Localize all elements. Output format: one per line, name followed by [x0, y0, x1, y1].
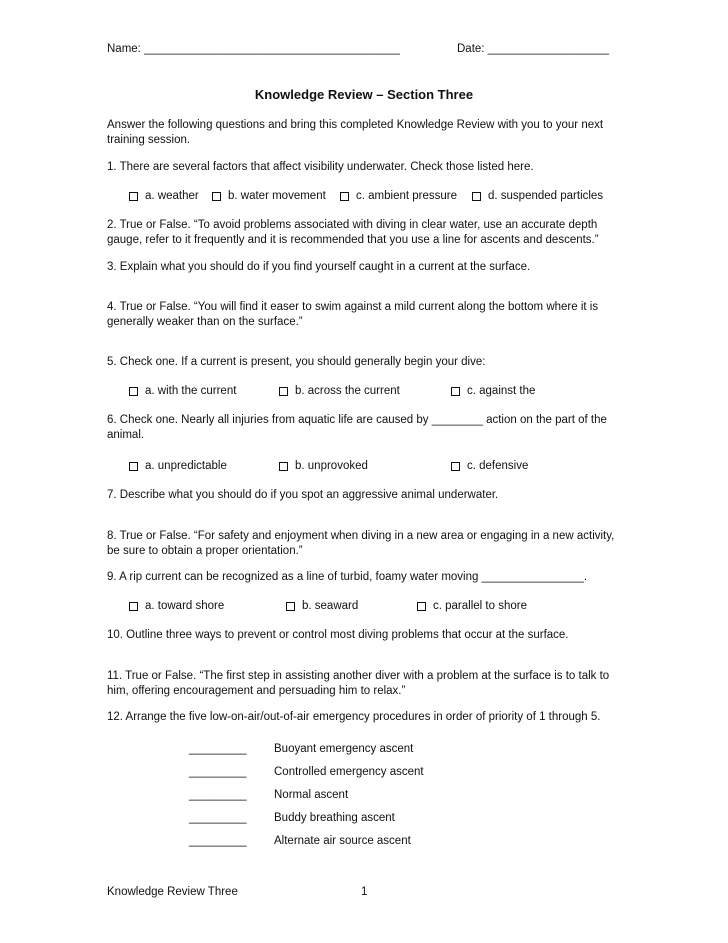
rank-item-2: Controlled emergency ascent — [274, 766, 424, 778]
date-field[interactable]: Date: ___________________ — [457, 43, 610, 55]
checkbox[interactable] — [286, 602, 295, 611]
checkbox[interactable] — [129, 387, 138, 396]
checkbox[interactable] — [279, 462, 288, 471]
rank-item-1: Buoyant emergency ascent — [274, 743, 414, 755]
rank-blank-4[interactable]: _________ — [189, 812, 247, 824]
question-1: 1. There are several factors that affect visibility underwater. Check those listed here. — [107, 161, 534, 173]
question-6: 6. Check one. Nearly all injuries from aquatic life are caused by ________ action on the part of the animal. — [107, 414, 607, 441]
checkbox[interactable] — [129, 462, 138, 471]
checkbox[interactable] — [451, 462, 460, 471]
intro-text: Answer the following questions and bring this completed Knowledge Review with you to your next training session. — [107, 119, 604, 146]
q5-option-a[interactable]: a. with the current — [129, 385, 236, 397]
rank-blank-5[interactable]: _________ — [189, 835, 247, 847]
footer-title: Knowledge Review Three — [107, 886, 238, 898]
question-5: 5. Check one. If a current is present, you should generally begin your dive: — [107, 356, 486, 368]
question-11: 11. True or False. “The first step in assisting another diver with a problem at the surface is to talk to him, offering encouragement and persuading him to relax.” — [107, 670, 610, 697]
q1-option-c[interactable]: c. ambient pressure — [340, 190, 457, 202]
name-field[interactable]: Name: ________________________________________ — [107, 43, 400, 55]
q1-option-b[interactable]: b. water movement — [212, 190, 326, 202]
q9-option-b[interactable]: b. seaward — [286, 600, 358, 612]
checkbox[interactable] — [212, 192, 221, 201]
checkbox[interactable] — [129, 192, 138, 201]
question-7: 7. Describe what you should do if you spot an aggressive animal underwater. — [107, 489, 499, 501]
question-12: 12. Arrange the five low-on-air/out-of-air emergency procedures in order of priority of 1 through 5. — [107, 711, 601, 723]
rank-blank-1[interactable]: _________ — [189, 743, 247, 755]
q6-option-c[interactable]: c. defensive — [451, 460, 528, 472]
checkbox[interactable] — [472, 192, 481, 201]
question-9: 9. A rip current can be recognized as a line of turbid, foamy water moving ________________. — [107, 571, 588, 583]
rank-item-3: Normal ascent — [274, 789, 349, 801]
checkbox[interactable] — [451, 387, 460, 396]
q5-option-c[interactable]: c. against the — [451, 385, 535, 397]
q1-option-a[interactable]: a. weather — [129, 190, 199, 202]
page-number: 1 — [361, 886, 368, 898]
q5-option-b[interactable]: b. across the current — [279, 385, 400, 397]
q9-option-c[interactable]: c. parallel to shore — [417, 600, 527, 612]
rank-blank-3[interactable]: _________ — [189, 789, 247, 801]
checkbox[interactable] — [129, 602, 138, 611]
question-8: 8. True or False. “For safety and enjoyment when diving in a new area or engaging in a new activity, be sure to obtain a proper orientation.” — [107, 530, 615, 557]
q6-option-b[interactable]: b. unprovoked — [279, 460, 368, 472]
q1-option-d[interactable]: d. suspended particles — [472, 190, 603, 202]
checkbox[interactable] — [340, 192, 349, 201]
rank-item-4: Buddy breathing ascent — [274, 812, 395, 824]
q9-option-a[interactable]: a. toward shore — [129, 600, 224, 612]
rank-blank-2[interactable]: _________ — [189, 766, 247, 778]
question-2: 2. True or False. “To avoid problems associated with diving in clear water, use an accurate depth gauge, refer to it frequently and it is recommended that you use a line for ascents and descents.” — [107, 219, 599, 246]
page-title: Knowledge Review – Section Three — [254, 87, 474, 102]
question-4: 4. True or False. “You will find it easer to swim against a mild current along the bottom where it is generally weaker than on the surface.” — [107, 301, 599, 328]
question-3: 3. Explain what you should do if you find yourself caught in a current at the surface. — [107, 261, 531, 273]
checkbox[interactable] — [417, 602, 426, 611]
rank-item-5: Alternate air source ascent — [274, 835, 411, 847]
question-10: 10. Outline three ways to prevent or control most diving problems that occur at the surface. — [107, 629, 569, 641]
q6-option-a[interactable]: a. unpredictable — [129, 460, 227, 472]
checkbox[interactable] — [279, 387, 288, 396]
